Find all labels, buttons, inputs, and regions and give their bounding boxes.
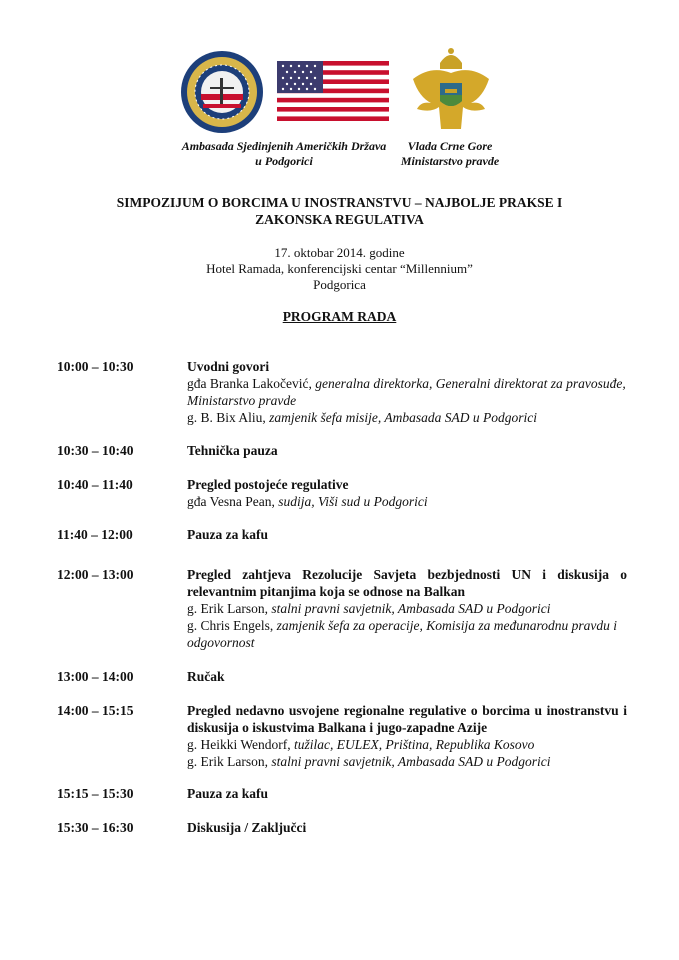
- session-title: Tehnička pauza: [187, 443, 278, 458]
- speaker: [187, 493, 627, 510]
- session-body: [187, 785, 627, 802]
- session-time: 11:40 – 12:00: [57, 527, 133, 542]
- speaker-name: g. Heikki Wendorf,: [187, 737, 295, 752]
- session-title: Pregled nedavno usvojene regionalne regulative o borcima u inostranstvu i diskusija o iskustvima Balkana i jugo-zapadne Azije: [187, 703, 627, 735]
- us-flag-icon: [277, 61, 389, 121]
- session-time: 15:30 – 16:30: [57, 820, 134, 835]
- session-body: [187, 476, 627, 510]
- title-line1: SIMPOZIJUM O BORCIMA U INOSTRANSTVU – NAJBOLJE PRAKSE I: [116, 195, 563, 210]
- montenegro-coat-of-arms-icon: [410, 45, 492, 137]
- session-body: [187, 702, 627, 770]
- speaker-name: gđa Vesna Pean,: [187, 494, 279, 509]
- speaker-role: zamjenik šefa misije, Ambasada SAD u Podgorici: [269, 410, 537, 425]
- session-title: Uvodni govori: [187, 359, 270, 374]
- government-caption: [395, 139, 505, 169]
- session-body: [187, 819, 627, 836]
- session-body: [187, 566, 627, 651]
- session-title: Pauza za kafu: [187, 527, 268, 542]
- speaker: [187, 375, 627, 409]
- session-time: 10:00 – 10:30: [57, 359, 134, 374]
- government-caption-line1: Vlada Crne Gore: [407, 139, 493, 153]
- speaker-name: g. Erik Larson,: [187, 601, 272, 616]
- title-line2: ZAKONSKA REGULATIVA: [255, 212, 424, 227]
- session-body: [187, 668, 627, 685]
- document-title: [0, 194, 679, 228]
- event-date: 17. oktobar 2014. godine: [274, 245, 405, 260]
- event-city: Podgorica: [313, 277, 366, 292]
- session-body: [187, 358, 627, 426]
- embassy-caption-line1: Ambasada Sjedinjenih Američkih Država: [181, 139, 387, 153]
- session-title: Pauza za kafu: [187, 786, 268, 801]
- inl-seal-logo: [180, 50, 264, 134]
- speaker-role: zamjenik šefa za operacije, Komisija za međunarodnu pravdu i odgovornost: [187, 618, 617, 650]
- speaker: [187, 409, 627, 426]
- event-details: [0, 245, 679, 293]
- event-venue: Hotel Ramada, konferencijski centar “Millennium”: [206, 261, 473, 276]
- speaker: [187, 617, 627, 651]
- embassy-caption-line2: u Podgorici: [255, 154, 313, 168]
- session-title: Ručak: [187, 669, 225, 684]
- program-heading: PROGRAM RADA: [282, 309, 397, 324]
- session-body: [187, 526, 627, 543]
- program-heading-wrap: [0, 309, 679, 325]
- session-time: 10:40 – 11:40: [57, 477, 133, 492]
- session-time: 13:00 – 14:00: [57, 669, 134, 684]
- speaker: [187, 736, 627, 753]
- session-time: 15:15 – 15:30: [57, 786, 134, 801]
- speaker-role: stalni pravni savjetnik, Ambasada SAD u Podgorici: [271, 601, 551, 616]
- speaker-role: generalna direktorka, Generalni direktorat za pravosuđe, Ministarstvo pravde: [187, 376, 626, 408]
- speaker-role: tužilac, EULEX, Priština, Republika Kosovo: [294, 737, 535, 752]
- speaker-role: sudija, Viši sud u Podgorici: [278, 494, 428, 509]
- speaker: [187, 600, 627, 617]
- session-time: 14:00 – 15:15: [57, 703, 134, 718]
- speaker-name: g. Erik Larson,: [187, 754, 272, 769]
- session-title: Diskusija / Zaključci: [187, 820, 307, 835]
- speaker: [187, 753, 627, 770]
- speaker-name: gđa Branka Lakočević,: [187, 376, 316, 391]
- speaker-role: stalni pravni savjetnik, Ambasada SAD u Podgorici: [271, 754, 551, 769]
- session-time: 10:30 – 10:40: [57, 443, 134, 458]
- session-time: 12:00 – 13:00: [57, 567, 134, 582]
- session-title: Pregled postojeće regulative: [187, 477, 349, 492]
- speaker-name: g. Chris Engels,: [187, 618, 277, 633]
- government-caption-line2: Ministarstvo pravde: [400, 154, 500, 168]
- embassy-caption: [170, 139, 398, 169]
- session-body: [187, 442, 627, 459]
- speaker-name: g. B. Bix Aliu,: [187, 410, 270, 425]
- session-title: Pregled zahtjeva Rezolucije Savjeta bezbjednosti UN i diskusija o relevantnim pitanjima koja se odnose na Balkan: [187, 567, 627, 599]
